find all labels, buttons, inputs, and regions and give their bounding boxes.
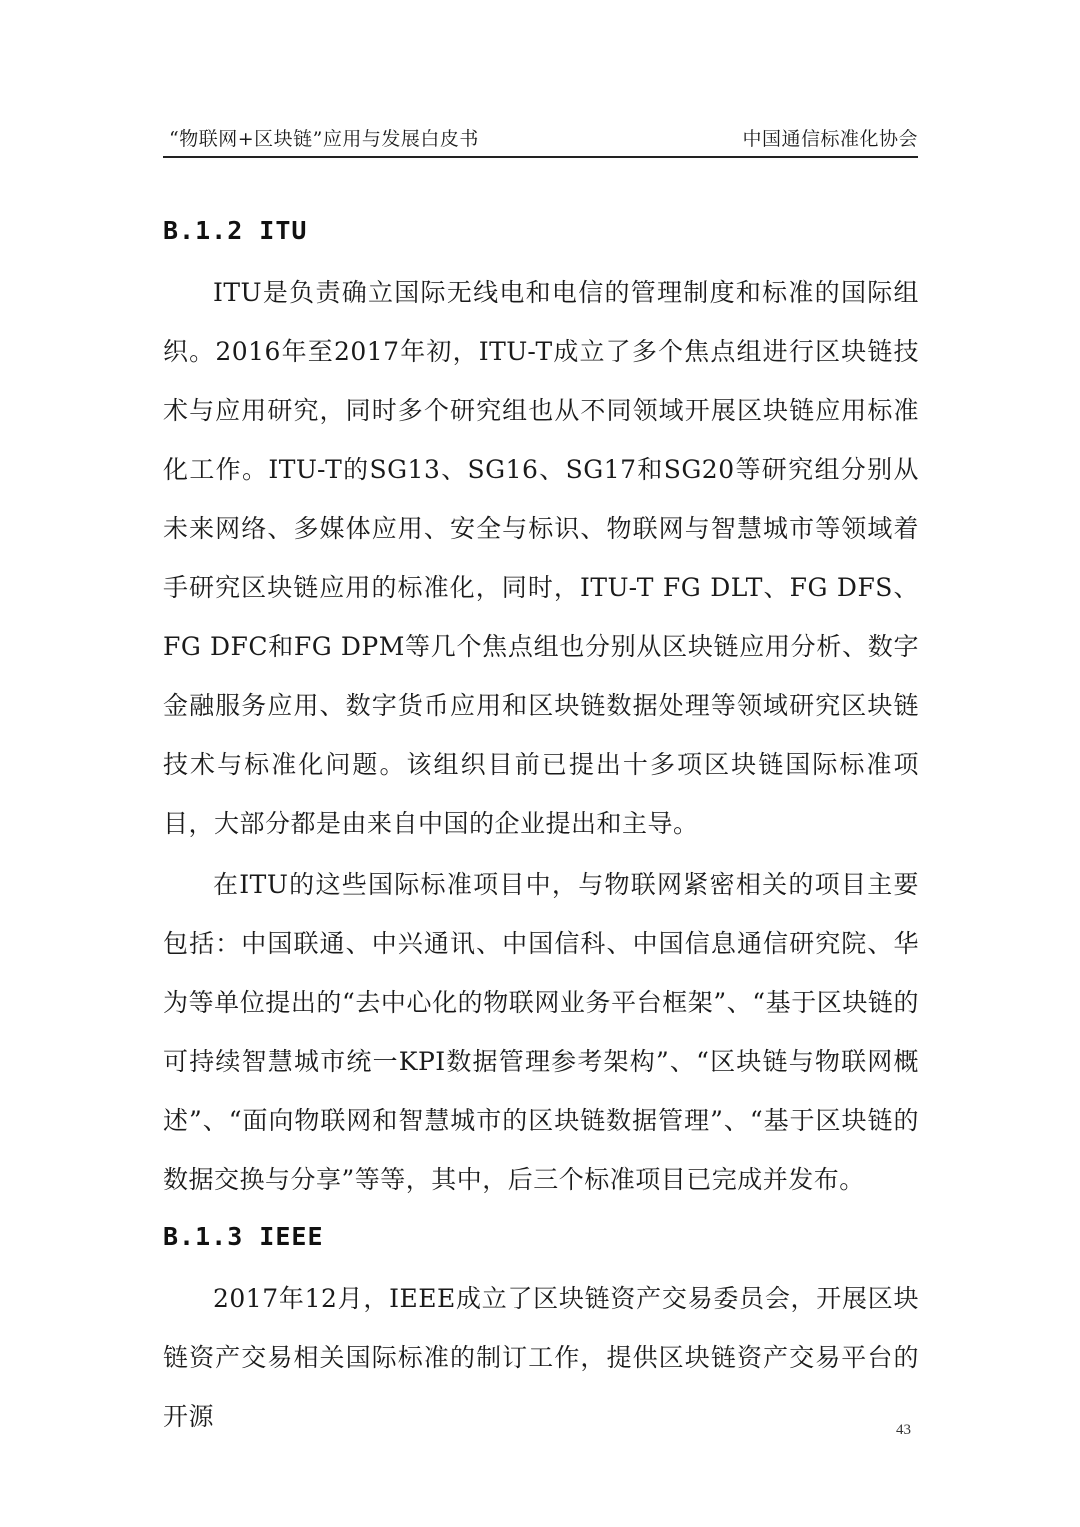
paragraph: 在ITU的这些国际标准项目中，与物联网紧密相关的项目主要包括：中国联通、中兴通讯、中国信科、中国信息通信研究院、华为等单位提出的“去中心化的物联网业务平台框架”、“基于区块链的可持续智慧城市统一KPI数据管理参考架构”、“区块链与物联网概述”、“面向物联网和智慧城市的区块链数据管理”、“基于区块链的数据交换与分享”等等，其中，后三个标准项目已完成并发布。 [163,870,919,1194]
running-header [163,126,918,158]
header-organization: 中国通信标准化协会 [742,128,918,150]
page-number: 43 [896,1422,911,1438]
body-content [163,205,919,1446]
section-heading-itu: B.1.2 ITU [163,216,308,245]
paragraph: ITU是负责确立国际无线电和电信的管理制度和标准的国际组织。2016年至2017年初，ITU-T成立了多个焦点组进行区块链技术与应用研究，同时多个研究组也从不同领域开展区块链应用标准化工作。ITU-T的SG13、SG16、SG17和SG20等研究组分别从未来网络、多媒体应用、安全与标识、物联网与智慧城市等领域着手研究区块链应用的标准化，同时，ITU-T FG DLT、FG DFS、FG DFC和FG DPM等几个焦点组也分别从区块链应用分析、数字金融服务应用、数字货币应用和区块链数据处理等领域研究区块链技术与标准化问题。该组织目前已提出十多项区块链国际标准项目，大部分都是由来自中国的企业提出和主导。 [163,278,919,838]
header-title: “物联网+区块链”应用与发展白皮书 [169,128,479,150]
section-heading-ieee: B.1.3 IEEE [163,1222,324,1251]
paragraph: 2017年12月，IEEE成立了区块链资产交易委员会，开展区块链资产交易相关国际标准的制订工作，提供区块链资产交易平台的开源 [163,1284,919,1431]
